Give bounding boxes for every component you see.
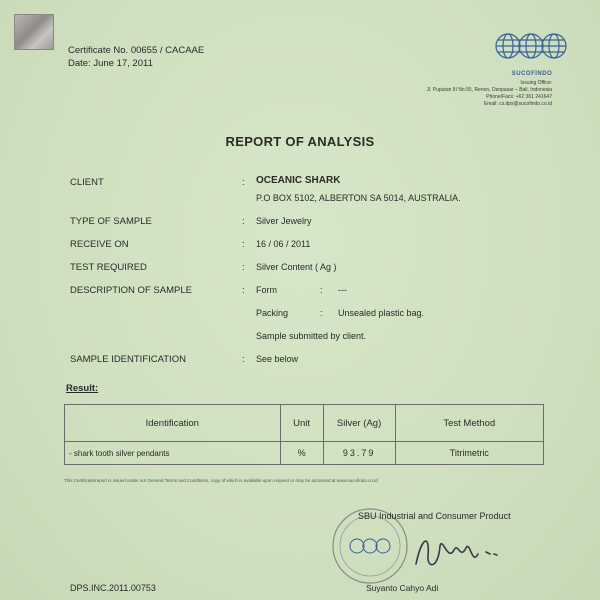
colon: : <box>242 285 245 296</box>
form-label: Form <box>256 285 277 295</box>
signature-unit: SBU Industrial and Consumer Product <box>358 511 511 521</box>
handwritten-signature <box>408 526 503 576</box>
sample-identification-label: SAMPLE IDENTIFICATION <box>70 354 186 365</box>
table-header-row <box>65 405 544 442</box>
description-label: DESCRIPTION OF SAMPLE <box>70 285 192 296</box>
receive-on-label: RECEIVE ON <box>70 239 129 250</box>
cell-identification: - shark tooth silver pendants <box>65 442 281 465</box>
header-test-method: Test Method <box>395 405 544 442</box>
sucofindo-globe-logo <box>494 28 568 74</box>
colon: : <box>242 216 245 227</box>
report-title: REPORT OF ANALYSIS <box>225 134 375 149</box>
packing-value: Unsealed plastic bag. <box>338 308 425 318</box>
sample-submitted-note: Sample submitted by client. <box>256 331 367 341</box>
header-silver: Silver (Ag) <box>323 405 395 442</box>
issuer-address-block <box>340 80 552 108</box>
terms-footnote: This Certificate/report is issued under our General Terms and Conditions, copy of which is available upon request or may be accessed at www.sucofindo.co.id <box>64 478 378 483</box>
issuer-email: Email: cs.dps@sucofindo.co.id <box>483 101 552 107</box>
test-required-value: Silver Content ( Ag ) <box>256 262 337 272</box>
table-row <box>65 442 544 465</box>
form-value: --- <box>338 285 347 295</box>
issuer-name: SUCOFINDO <box>511 71 553 77</box>
certificate-date: Date: June 17, 2011 <box>68 58 153 69</box>
document-code: DPS.INC.2011.00753 <box>70 583 156 593</box>
type-of-sample-value: Silver Jewelry <box>256 216 312 226</box>
sample-identification-value: See below <box>256 354 299 364</box>
issuer-address: Jl. Puputan III No.55, Renon, Denpasar – Bali, Indonesia <box>426 87 552 93</box>
hologram-seal <box>14 14 54 50</box>
colon: : <box>242 262 245 273</box>
cell-test-method: Titrimetric <box>395 442 544 465</box>
certificate-header <box>68 44 204 70</box>
colon: : <box>242 354 245 365</box>
client-name: OCEANIC SHARK <box>256 175 341 186</box>
colon: : <box>320 285 323 295</box>
client-label: CLIENT <box>70 177 104 188</box>
results-table <box>64 404 544 465</box>
cell-silver-value: 93.79 <box>323 442 395 465</box>
signer-name: Suyanto Cahyo Adi <box>366 583 439 593</box>
type-of-sample-label: TYPE OF SAMPLE <box>70 216 152 227</box>
header-unit: Unit <box>280 405 323 442</box>
receive-on-value: 16 / 06 / 2011 <box>256 239 311 249</box>
header-identification: Identification <box>65 405 281 442</box>
colon: : <box>320 308 323 318</box>
packing-label: Packing <box>256 308 289 318</box>
cell-unit: % <box>280 442 323 465</box>
issuer-phone: Phone/Facs: +62 361 241647 <box>486 94 552 100</box>
colon: : <box>242 177 245 188</box>
client-address: P.O BOX 5102, ALBERTON SA 5014, AUSTRALIA. <box>256 193 461 203</box>
colon: : <box>242 239 245 250</box>
test-required-label: TEST REQUIRED <box>70 262 147 273</box>
certificate-number: Certificate No. 00655 / CACAAE <box>68 45 205 56</box>
result-label: Result: <box>66 383 99 394</box>
issuing-office-label: Issuing Office: <box>520 80 552 86</box>
